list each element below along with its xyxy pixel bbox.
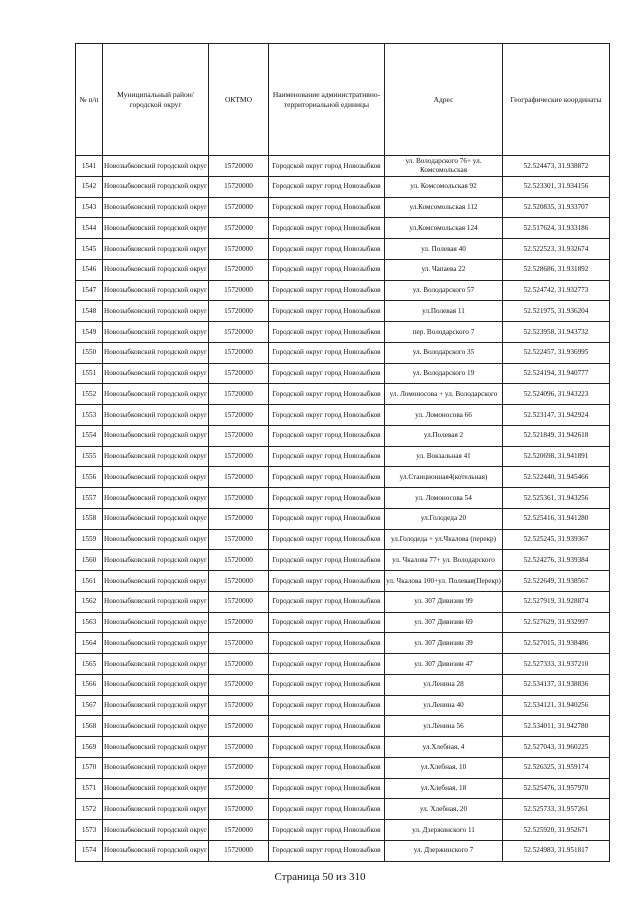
municipality-cell: Новозыбковский городской округ <box>103 405 209 426</box>
municipality-cell: Новозыбковский городской округ <box>103 716 209 737</box>
table-row <box>76 508 610 529</box>
table-row <box>76 654 610 675</box>
address-cell: ул. Чкалова 100+ул. Полевая(Перекр) <box>385 571 503 592</box>
row-number-cell: 1571 <box>76 778 103 799</box>
table-row <box>76 301 610 322</box>
municipality-cell: Новозыбковский городской округ <box>103 342 209 363</box>
municipality-cell: Новозыбковский городской округ <box>103 176 209 197</box>
admin-unit-cell: Городской округ город Новозыбков <box>269 446 385 467</box>
address-cell: ул. Володарского 19 <box>385 363 503 384</box>
table-row <box>76 778 610 799</box>
header-municipality: Муниципальный район/городской округ <box>103 44 209 156</box>
coordinates-cell: 52.520698, 31.941891 <box>503 446 610 467</box>
oktmo-code-cell: 15720000 <box>209 363 269 384</box>
row-number-cell: 1572 <box>76 799 103 820</box>
address-cell: ул.Полевая 2 <box>385 425 503 446</box>
municipality-cell: Новозыбковский городской округ <box>103 218 209 239</box>
row-number-cell: 1568 <box>76 716 103 737</box>
coordinates-cell: 52.528686, 31.931892 <box>503 259 610 280</box>
oktmo-code-cell: 15720000 <box>209 820 269 841</box>
coordinates-cell: 52.526325, 31.959174 <box>503 757 610 778</box>
admin-unit-cell: Городской округ город Новозыбков <box>269 405 385 426</box>
address-cell: ул.Ленина 56 <box>385 716 503 737</box>
municipality-cell: Новозыбковский городской округ <box>103 322 209 343</box>
oktmo-code-cell: 15720000 <box>209 757 269 778</box>
address-cell: ул. 307 Дивизии 99 <box>385 591 503 612</box>
address-cell: ул. Чкалова 77+ ул. Володарского <box>385 550 503 571</box>
table-row <box>76 529 610 550</box>
municipality-cell: Новозыбковский городской округ <box>103 799 209 820</box>
admin-unit-cell: Городской округ город Новозыбков <box>269 488 385 509</box>
row-number-cell: 1551 <box>76 363 103 384</box>
address-cell: ул. Полевая 40 <box>385 239 503 260</box>
address-cell: ул. Хлебная, 20 <box>385 799 503 820</box>
oktmo-code-cell: 15720000 <box>209 488 269 509</box>
coordinates-cell: 52.522523, 31.932674 <box>503 239 610 260</box>
address-cell: ул. Володарского 57 <box>385 280 503 301</box>
coordinates-cell: 52.525245, 31.939367 <box>503 529 610 550</box>
coordinates-cell: 52.527333, 31.937210 <box>503 654 610 675</box>
coordinates-cell: 52.522649, 31.938567 <box>503 571 610 592</box>
address-cell: ул. Комсомольская 92 <box>385 176 503 197</box>
row-number-cell: 1563 <box>76 612 103 633</box>
row-number-cell: 1542 <box>76 176 103 197</box>
admin-unit-cell: Городской округ город Новозыбков <box>269 550 385 571</box>
oktmo-code-cell: 15720000 <box>209 737 269 758</box>
coordinates-cell: 52.524983, 31.951817 <box>503 840 610 861</box>
coordinates-cell: 52.522457, 31.936995 <box>503 342 610 363</box>
municipality-cell: Новозыбковский городской округ <box>103 425 209 446</box>
row-number-cell: 1543 <box>76 197 103 218</box>
municipality-cell: Новозыбковский городской округ <box>103 467 209 488</box>
table-row <box>76 156 610 177</box>
municipality-cell: Новозыбковский городской округ <box>103 550 209 571</box>
municipality-cell: Новозыбковский городской округ <box>103 259 209 280</box>
address-cell: ул. Дзержинского 7 <box>385 840 503 861</box>
oktmo-code-cell: 15720000 <box>209 467 269 488</box>
municipality-cell: Новозыбковский городской округ <box>103 591 209 612</box>
address-cell: ул.Хлебная, 18 <box>385 778 503 799</box>
admin-unit-cell: Городской округ город Новозыбков <box>269 799 385 820</box>
address-cell: ул.Ленина 28 <box>385 674 503 695</box>
municipality-cell: Новозыбковский городской округ <box>103 280 209 301</box>
table-row <box>76 488 610 509</box>
oktmo-code-cell: 15720000 <box>209 301 269 322</box>
admin-unit-cell: Городской округ город Новозыбков <box>269 716 385 737</box>
table-row <box>76 384 610 405</box>
admin-unit-cell: Городской округ город Новозыбков <box>269 363 385 384</box>
row-number-cell: 1545 <box>76 239 103 260</box>
oktmo-code-cell: 15720000 <box>209 342 269 363</box>
coordinates-cell: 52.523958, 31.943732 <box>503 322 610 343</box>
address-cell: ул. Ломоносова 54 <box>385 488 503 509</box>
admin-unit-cell: Городской округ город Новозыбков <box>269 425 385 446</box>
address-cell: ул.Ленина 40 <box>385 695 503 716</box>
oktmo-code-cell: 15720000 <box>209 156 269 177</box>
table-row <box>76 716 610 737</box>
admin-unit-cell: Городской округ город Новозыбков <box>269 571 385 592</box>
coordinates-cell: 52.523301, 31.934156 <box>503 176 610 197</box>
oktmo-code-cell: 15720000 <box>209 508 269 529</box>
coordinates-cell: 52.521849, 31.942618 <box>503 425 610 446</box>
admin-unit-cell: Городской округ город Новозыбков <box>269 156 385 177</box>
address-cell: ул.Хлебная, 10 <box>385 757 503 778</box>
oktmo-code-cell: 15720000 <box>209 529 269 550</box>
address-cell: ул.Станционная4(котельная) <box>385 467 503 488</box>
admin-unit-cell: Городской округ город Новозыбков <box>269 197 385 218</box>
table-row <box>76 612 610 633</box>
table-row <box>76 197 610 218</box>
row-number-cell: 1544 <box>76 218 103 239</box>
row-number-cell: 1569 <box>76 737 103 758</box>
coordinates-cell: 52.524276, 31.939384 <box>503 550 610 571</box>
oktmo-code-cell: 15720000 <box>209 633 269 654</box>
address-cell: ул.Полевая 11 <box>385 301 503 322</box>
oktmo-code-cell: 15720000 <box>209 571 269 592</box>
address-cell: ул. 307 Дивизии 69 <box>385 612 503 633</box>
row-number-cell: 1541 <box>76 156 103 177</box>
coordinates-cell: 52.524194, 31.940777 <box>503 363 610 384</box>
admin-unit-cell: Городской округ город Новозыбков <box>269 591 385 612</box>
address-cell: ул. 307 Дивизии 39 <box>385 633 503 654</box>
row-number-cell: 1570 <box>76 757 103 778</box>
oktmo-code-cell: 15720000 <box>209 591 269 612</box>
table-row <box>76 446 610 467</box>
table-row <box>76 695 610 716</box>
admin-unit-cell: Городской округ город Новозыбков <box>269 218 385 239</box>
municipality-cell: Новозыбковский городской округ <box>103 446 209 467</box>
oktmo-code-cell: 15720000 <box>209 218 269 239</box>
table-row <box>76 280 610 301</box>
row-number-cell: 1553 <box>76 405 103 426</box>
address-cell: ул. 307 Дивизии 47 <box>385 654 503 675</box>
admin-unit-cell: Городской округ город Новозыбков <box>269 529 385 550</box>
municipality-cell: Новозыбковский городской округ <box>103 301 209 322</box>
oktmo-code-cell: 15720000 <box>209 280 269 301</box>
oktmo-code-cell: 15720000 <box>209 778 269 799</box>
coordinates-cell: 52.524742, 31.932773 <box>503 280 610 301</box>
table-row <box>76 322 610 343</box>
address-cell: ул. Ломоносова 66 <box>385 405 503 426</box>
municipality-cell: Новозыбковский городской округ <box>103 757 209 778</box>
coordinates-cell: 52.525416, 31.941280 <box>503 508 610 529</box>
row-number-cell: 1559 <box>76 529 103 550</box>
oktmo-code-cell: 15720000 <box>209 695 269 716</box>
row-number-cell: 1550 <box>76 342 103 363</box>
address-cell: ул.Комсомольская 124 <box>385 218 503 239</box>
admin-unit-cell: Городской округ город Новозыбков <box>269 259 385 280</box>
table-row <box>76 840 610 861</box>
table-header <box>76 44 610 156</box>
header-address: Адрес <box>385 44 503 156</box>
municipality-cell: Новозыбковский городской округ <box>103 612 209 633</box>
municipality-cell: Новозыбковский городской округ <box>103 695 209 716</box>
row-number-cell: 1557 <box>76 488 103 509</box>
address-cell: ул. Володарского 76+ ул. Комсомольская <box>385 156 503 177</box>
oktmo-code-cell: 15720000 <box>209 425 269 446</box>
row-number-cell: 1567 <box>76 695 103 716</box>
municipality-cell: Новозыбковский городской округ <box>103 488 209 509</box>
row-number-cell: 1549 <box>76 322 103 343</box>
coordinates-cell: 52.525920, 31.952671 <box>503 820 610 841</box>
row-number-cell: 1547 <box>76 280 103 301</box>
table-row <box>76 799 610 820</box>
oktmo-code-cell: 15720000 <box>209 197 269 218</box>
oktmo-code-cell: 15720000 <box>209 550 269 571</box>
admin-unit-cell: Городской округ город Новозыбков <box>269 778 385 799</box>
oktmo-code-cell: 15720000 <box>209 799 269 820</box>
table-row <box>76 591 610 612</box>
address-cell: пер. Володарского 7 <box>385 322 503 343</box>
admin-unit-cell: Городской округ город Новозыбков <box>269 467 385 488</box>
coordinates-cell: 52.527629, 31.932997 <box>503 612 610 633</box>
admin-unit-cell: Городской округ город Новозыбков <box>269 820 385 841</box>
admin-unit-cell: Городской округ город Новозыбков <box>269 633 385 654</box>
municipality-cell: Новозыбковский городской округ <box>103 197 209 218</box>
admin-unit-cell: Городской округ город Новозыбков <box>269 301 385 322</box>
municipality-cell: Новозыбковский городской округ <box>103 529 209 550</box>
row-number-cell: 1554 <box>76 425 103 446</box>
municipality-cell: Новозыбковский городской округ <box>103 239 209 260</box>
table-row <box>76 737 610 758</box>
coordinates-cell: 52.527015, 31.938486 <box>503 633 610 654</box>
table-body <box>76 156 610 862</box>
row-number-cell: 1560 <box>76 550 103 571</box>
coordinates-cell: 52.534121, 31.940256 <box>503 695 610 716</box>
municipality-cell: Новозыбковский городской округ <box>103 156 209 177</box>
row-number-cell: 1556 <box>76 467 103 488</box>
row-number-cell: 1558 <box>76 508 103 529</box>
address-cell: ул. Вокзальная 41 <box>385 446 503 467</box>
row-number-cell: 1555 <box>76 446 103 467</box>
oktmo-code-cell: 15720000 <box>209 840 269 861</box>
row-number-cell: 1548 <box>76 301 103 322</box>
admin-unit-cell: Городской округ город Новозыбков <box>269 342 385 363</box>
table-row <box>76 363 610 384</box>
table-row <box>76 405 610 426</box>
municipality-cell: Новозыбковский городской округ <box>103 778 209 799</box>
municipality-cell: Новозыбковский городской округ <box>103 820 209 841</box>
admin-unit-cell: Городской округ город Новозыбков <box>269 757 385 778</box>
coordinates-cell: 52.527043, 31.960225 <box>503 737 610 758</box>
coordinates-cell: 52.524473, 31.938872 <box>503 156 610 177</box>
page-number: Страница 50 из 310 <box>274 871 366 883</box>
municipality-cell: Новозыбковский городской округ <box>103 840 209 861</box>
row-number-cell: 1574 <box>76 840 103 861</box>
coordinates-cell: 52.527919, 31.928874 <box>503 591 610 612</box>
address-cell: ул. Дзержинского 11 <box>385 820 503 841</box>
municipality-cell: Новозыбковский городской округ <box>103 363 209 384</box>
admin-unit-cell: Городской округ город Новозыбков <box>269 840 385 861</box>
table-row <box>76 259 610 280</box>
oktmo-code-cell: 15720000 <box>209 654 269 675</box>
oktmo-code-cell: 15720000 <box>209 322 269 343</box>
table-row <box>76 633 610 654</box>
table-row <box>76 176 610 197</box>
table-row <box>76 467 610 488</box>
table-row <box>76 218 610 239</box>
oktmo-code-cell: 15720000 <box>209 384 269 405</box>
admin-unit-cell: Городской округ город Новозыбков <box>269 654 385 675</box>
table-row <box>76 757 610 778</box>
admin-unit-cell: Городской округ город Новозыбков <box>269 737 385 758</box>
admin-unit-cell: Городской округ город Новозыбков <box>269 674 385 695</box>
oktmo-code-cell: 15720000 <box>209 176 269 197</box>
header-admin-unit: Наименование административно-территориальной единицы <box>269 44 385 156</box>
municipality-cell: Новозыбковский городской округ <box>103 674 209 695</box>
admin-unit-cell: Городской округ город Новозыбков <box>269 176 385 197</box>
coordinates-cell: 52.534137, 31.938836 <box>503 674 610 695</box>
coordinates-cell: 52.525361, 31.943256 <box>503 488 610 509</box>
oktmo-code-cell: 15720000 <box>209 446 269 467</box>
municipality-cell: Новозыбковский городской округ <box>103 384 209 405</box>
municipality-cell: Новозыбковский городской округ <box>103 654 209 675</box>
oktmo-code-cell: 15720000 <box>209 239 269 260</box>
oktmo-code-cell: 15720000 <box>209 405 269 426</box>
row-number-cell: 1565 <box>76 654 103 675</box>
header-coordinates: Географические координаты <box>503 44 610 156</box>
address-cell: ул.Хлебная, 4 <box>385 737 503 758</box>
admin-unit-cell: Городской округ город Новозыбков <box>269 384 385 405</box>
coordinates-cell: 52.523147, 31.942924 <box>503 405 610 426</box>
table-row <box>76 674 610 695</box>
row-number-cell: 1546 <box>76 259 103 280</box>
table-row <box>76 425 610 446</box>
row-number-cell: 1552 <box>76 384 103 405</box>
address-cell: ул.Голодеда + ул.Чкалова (перекр) <box>385 529 503 550</box>
table-row <box>76 571 610 592</box>
row-number-cell: 1573 <box>76 820 103 841</box>
coordinates-cell: 52.520835, 31.933707 <box>503 197 610 218</box>
oktmo-code-cell: 15720000 <box>209 674 269 695</box>
municipality-cell: Новозыбковский городской округ <box>103 633 209 654</box>
row-number-cell: 1562 <box>76 591 103 612</box>
header-oktmo: ОКТМО <box>209 44 269 156</box>
row-number-cell: 1566 <box>76 674 103 695</box>
table-row <box>76 239 610 260</box>
coordinates-cell: 52.525476, 31.957970 <box>503 778 610 799</box>
coordinates-cell: 52.522440, 31.945466 <box>503 467 610 488</box>
row-number-cell: 1564 <box>76 633 103 654</box>
row-number-cell: 1561 <box>76 571 103 592</box>
coordinates-cell: 52.521975, 31.936204 <box>503 301 610 322</box>
table-row <box>76 342 610 363</box>
address-cell: ул.Комсомольская 112 <box>385 197 503 218</box>
address-cell: ул.Голодеда 20 <box>385 508 503 529</box>
coordinates-cell: 52.525733, 31.957261 <box>503 799 610 820</box>
table-row <box>76 550 610 571</box>
oktmo-code-cell: 15720000 <box>209 259 269 280</box>
header-number: № п/п <box>76 44 103 156</box>
admin-unit-cell: Городской округ город Новозыбков <box>269 322 385 343</box>
address-cell: ул. Ломоносова + ул. Володарского <box>385 384 503 405</box>
municipality-cell: Новозыбковский городской округ <box>103 508 209 529</box>
coordinates-cell: 52.534011, 31.942780 <box>503 716 610 737</box>
registry-table <box>75 43 610 862</box>
table-row <box>76 820 610 841</box>
coordinates-cell: 52.524096, 31.943223 <box>503 384 610 405</box>
coordinates-cell: 52.517624, 31.933186 <box>503 218 610 239</box>
admin-unit-cell: Городской округ город Новозыбков <box>269 612 385 633</box>
oktmo-code-cell: 15720000 <box>209 716 269 737</box>
admin-unit-cell: Городской округ город Новозыбков <box>269 695 385 716</box>
municipality-cell: Новозыбковский городской округ <box>103 737 209 758</box>
municipality-cell: Новозыбковский городской округ <box>103 571 209 592</box>
address-cell: ул. Чапаева 22 <box>385 259 503 280</box>
admin-unit-cell: Городской округ город Новозыбков <box>269 280 385 301</box>
admin-unit-cell: Городской округ город Новозыбков <box>269 239 385 260</box>
address-cell: ул. Володарского 35 <box>385 342 503 363</box>
oktmo-code-cell: 15720000 <box>209 612 269 633</box>
admin-unit-cell: Городской округ город Новозыбков <box>269 508 385 529</box>
